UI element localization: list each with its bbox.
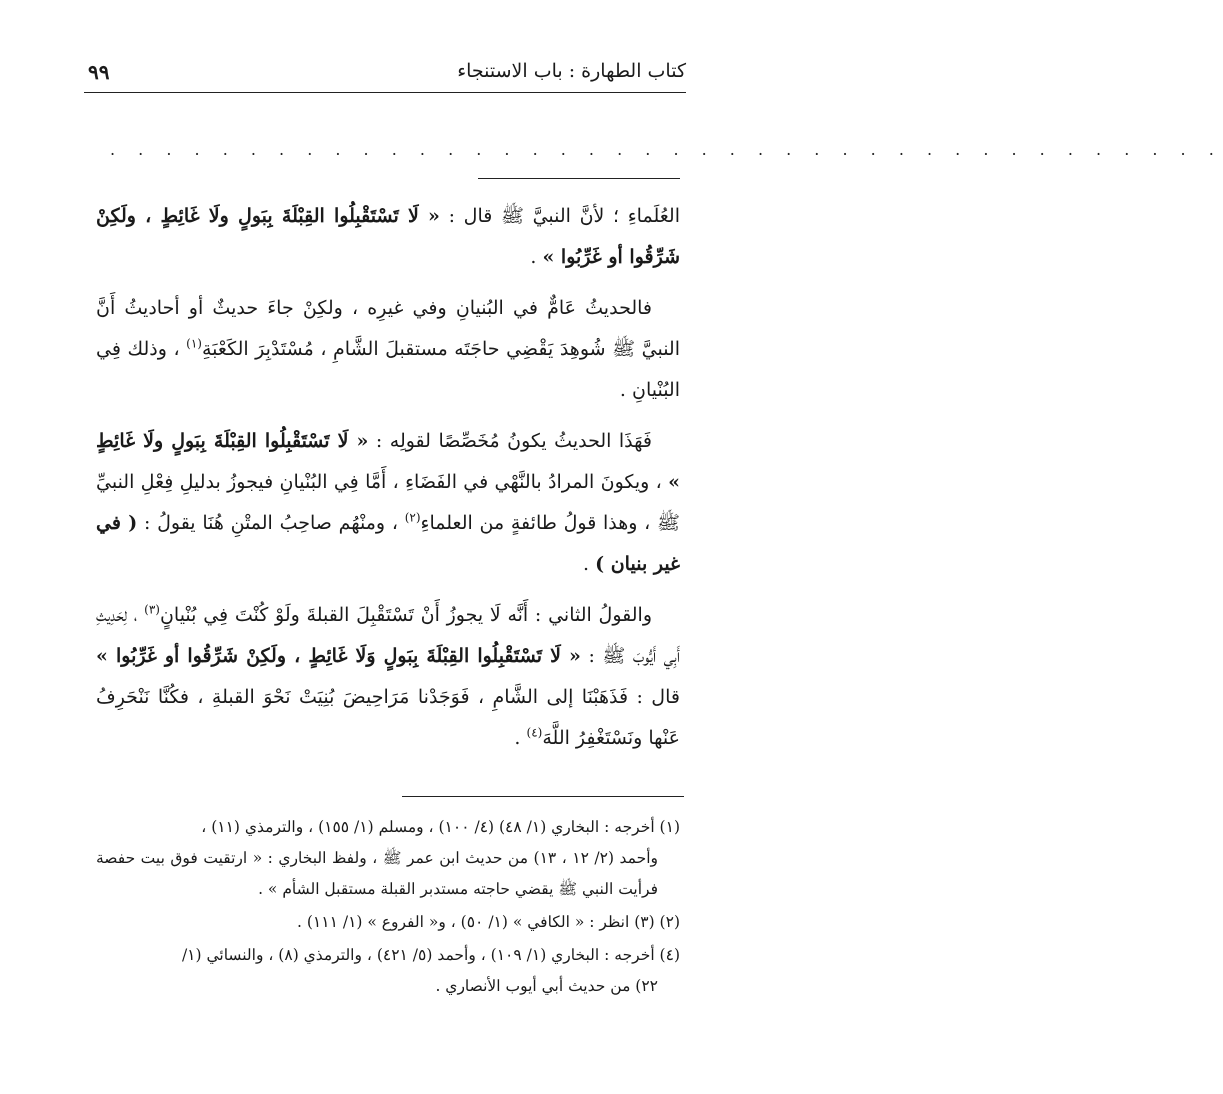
paragraph-4 <box>96 595 680 759</box>
footnote-3 <box>96 940 680 1002</box>
footnote-ref-2: (٢) <box>404 510 421 525</box>
footnote-1-line: (١) أخرجه : البخاري (١/ ٤٨) (٤/ ١٠٠) ، ومسلم (١/ ١٥٥) ، والترمذي (١١) ، <box>201 818 680 836</box>
paragraph-3-mid: ، ويكونَ المرادُ بالنَّهْي في الفَضَاءِ ، أَمَّا فِي البُنْيانِ فيجوزُ بدليلِ فِعْلِ النبيِّ ﷺ ، وهذا قولُ طائفةٍ من العلماءِ <box>96 471 680 534</box>
page-header <box>84 58 686 93</box>
footnote-rule <box>402 796 684 797</box>
paragraph-3-mid2: ، ومنْهُم صاحِبُ المتْنِ هُنَا يقولُ : <box>137 512 405 534</box>
page-number: ٩٩ <box>88 60 110 84</box>
main-text <box>96 196 680 769</box>
footnote-3-line: (٤) أخرجه : البخاري (١/ ١٠٩) ، وأحمد (٥/ ٤٢١) ، والترمذي (٨) ، والنسائي (١/ <box>181 946 680 964</box>
paragraph-1-tail: . <box>530 246 543 268</box>
paragraph-4-mid: ، لِحَدِيثِ أَبِي أَيُّوبَ ﷺ : <box>96 604 680 667</box>
paragraph-3 <box>96 421 680 585</box>
paragraph-4-tail: . <box>514 727 527 749</box>
paragraph-4-lead: والقولُ الثاني : أَنَّه لَا يجوزُ أَنْ تَسْتَقْبِلَ القبلةَ ولَوْ كُنْتَ فِي بُنْيانٍ <box>159 604 653 626</box>
paragraph-3-lead: فَهَذَا الحديثُ يكونُ مُخَصِّصًا لقولِه : <box>368 430 652 452</box>
running-title: كتاب الطهارة : باب الاستنجاء <box>457 60 686 82</box>
footnote-1 <box>96 812 680 905</box>
hadith-quote: « لَا تَسْتَقْبِلُوا القِبْلَةَ بِبَولٍ ولَا غَائِطٍ » <box>96 430 680 493</box>
paragraph-2-text: فالحديثُ عَامٌّ في البُنيانِ وفي غيرِه ، ولكِنْ جاءَ حديثٌ أو أحاديثُ أَنَّ النبيَّ ﷺ شُوهِدَ يَقْضِي حاجَتَه مستقبلَ الشَّامِ ، مُسْتَدْبِرَ الكَعْبَةِ <box>96 297 680 360</box>
footnote-ref-3: (٣) <box>144 602 160 617</box>
section-rule <box>478 178 680 179</box>
separator-dots: . . . . . . . . . . . . . . . . . . . . . . . . . . . . . . . . . . . . . . . . <box>110 140 1223 159</box>
footnote-1-continuation: وأحمد (٢/ ١٢ ، ١٣) من حديث ابن عمر ﷺ ، ولفظ البخاري : « ارتقيت فوق بيت حفصة فرأيت النبي ﷺ يقضي حاجته مستدبر القبلة مستقبل الشأم » . <box>96 849 658 898</box>
footnote-ref-4: (٤) <box>526 725 543 740</box>
matn-quote: ( في غير بنيان ) <box>96 512 680 575</box>
hadith-quote: « لَا تَسْتَقْبِلُوا القِبْلَةَ بِبَولٍ ولَا غَائِطٍ ، ولَكِنْ شَرِّقُوا أو غَرِّبُوا » <box>96 205 680 268</box>
footnote-3-continuation: ٢٢) من حديث أبي أيوب الأنصاري . <box>435 977 658 995</box>
footnote-ref-1: (١) <box>186 336 202 351</box>
paragraph-1-lead: العُلَماءِ ؛ لأنَّ النبيَّ ﷺ قال : <box>439 205 680 227</box>
paragraph-2 <box>96 288 680 411</box>
paragraph-3-tail: . <box>583 553 596 575</box>
paragraph-2-tail: ، وذلك فِي البُنْيانِ . <box>96 338 680 401</box>
hadith-quote: « لَا تَسْتَقْبِلُوا القِبْلَةَ بِبَولٍ وَلَا غَائِطٍ ، ولَكِنْ شَرِّقُوا أو غَرِّبُوا » <box>96 645 581 667</box>
footnote-2-line: (٢) (٣) انظر : « الكافي » (١/ ٥٠) ، و« الفروع » (١/ ١١١) . <box>297 913 680 931</box>
footnote-2 <box>96 907 680 938</box>
paragraph-1 <box>96 196 680 278</box>
footnotes <box>96 812 680 1004</box>
paragraph-4-mid2: قال : فَذَهَبْنَا إلى الشَّامِ ، فَوَجَدْنا مَرَاحِيضَ بُنِيَتْ نَحْوَ القبلةِ ، فكُنَّا نَنْحَرِفُ عَنْها ونَسْتَغْفِرُ اللَّهَ <box>96 686 680 749</box>
